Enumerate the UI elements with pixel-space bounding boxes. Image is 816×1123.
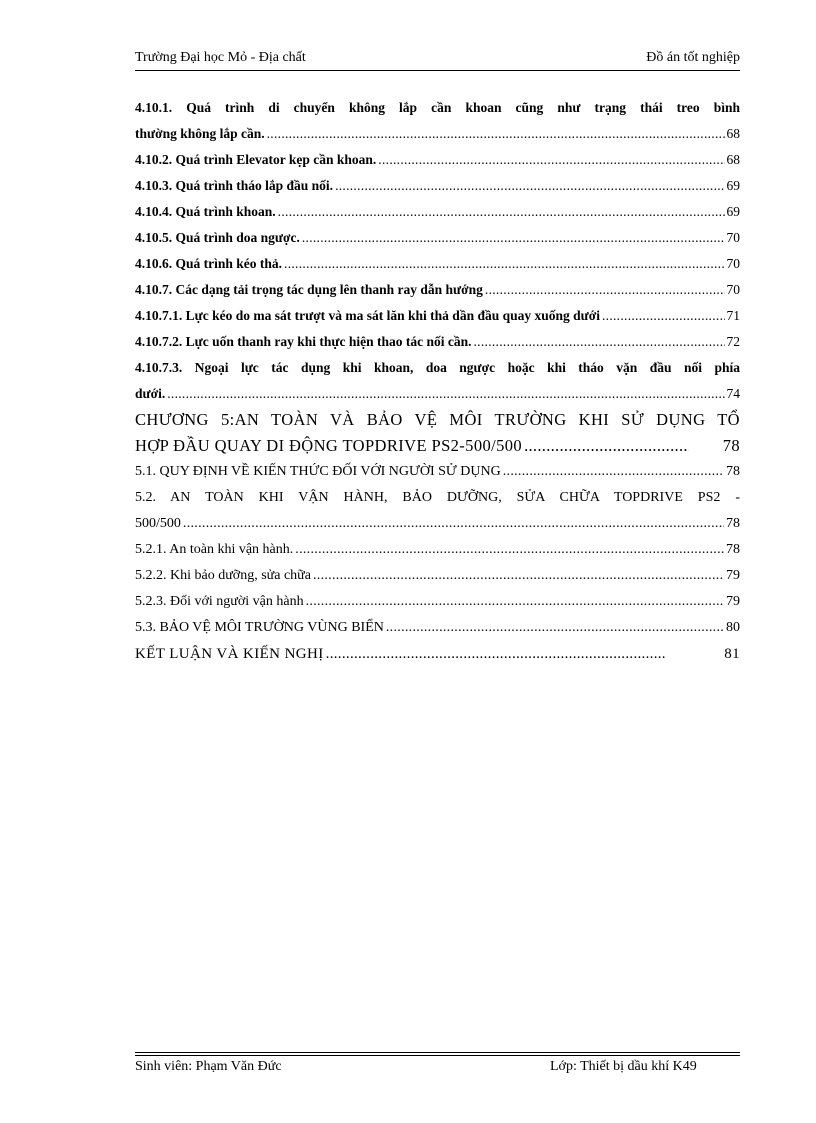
toc-entry-4-10-7[interactable] [135,277,740,303]
toc-entry-text: 4.10.6. Quá trình kéo thả. [135,256,283,271]
toc-section-5-2-1[interactable] [135,537,740,563]
toc-entry-4-10-7-3-line1: 4.10.7.3. Ngoại lực tác dụng khi khoan, doa ngược hoặc khi tháo vặn đầu nối phía [135,360,740,375]
toc-page-number: 70 [726,230,740,245]
toc-entry-4-10-6[interactable] [135,251,740,277]
toc-section-5-2-line1: 5.2. AN TOÀN KHI VẬN HÀNH, BẢO DƯỠNG, SỬA CHỮA TOPDRIVE PS2 - [135,490,740,505]
toc-entry-4-10-3[interactable] [135,173,740,199]
toc-section-5-2[interactable] [135,511,740,537]
page-header [135,50,740,71]
toc-page-number: 71 [726,308,740,323]
toc-page-number: 70 [726,282,740,297]
toc-entry-text: 4.10.3. Quá trình tháo lắp đầu nối. [135,178,334,193]
toc-page-number: 79 [726,568,740,583]
toc-entry-text: 5.1. QUY ĐỊNH VỀ KIẾN THỨC ĐỐI VỚI NGƯỜI SỬ DỤNG [135,464,501,479]
toc-chapter-5[interactable] [135,433,740,459]
toc-page-number: 78 [726,464,740,479]
toc-page-number: 68 [726,126,740,141]
toc-entry-text: 4.10.7.2. Lực uốn thanh ray khi thực hiện thao tác nối cần. [135,334,472,349]
toc-entry-text: 5.2.2. Khi bảo dưỡng, sửa chữa [135,568,311,583]
toc-section-5-3[interactable] [135,615,740,641]
toc-page-number: 79 [726,594,740,609]
toc-section-5-2-3[interactable] [135,589,740,615]
footer-student: Sinh viên: Phạm Văn Đức [135,1059,282,1074]
header-school: Trường Đại học Mỏ - Địa chất [135,50,306,65]
toc-entry-text: 500/500 [135,516,181,531]
toc-page-number: 81 [724,646,740,662]
page-footer [135,1052,740,1082]
toc-entry-text: 5.2.1. An toàn khi vận hành. [135,542,294,557]
toc-entry-text: 4.10.2. Quá trình Elevator kẹp cần khoan. [135,152,377,167]
toc-entry-text: 4.10.5. Quá trình doa ngược. [135,230,300,245]
toc-entry-4-10-1-line1: 4.10.1. Quá trình di chuyển không lắp cần khoan cũng như trạng thái treo bình [135,100,740,115]
toc-page-number: 78 [726,542,740,557]
toc-section-5-1[interactable] [135,459,740,485]
toc-page-number: 68 [726,152,740,167]
toc-entry-4-10-1[interactable] [135,121,740,147]
toc-entry-4-10-7-3[interactable] [135,381,740,407]
toc-page-number: 70 [726,256,740,271]
toc-page-number: 78 [726,516,740,531]
toc-entry-text: 5.3. BẢO VỆ MÔI TRƯỜNG VÙNG BIỂN [135,620,384,635]
footer-class: Lớp: Thiết bị dầu khí K49 [550,1059,697,1074]
table-of-contents [135,95,740,667]
header-doc-type: Đồ án tốt nghiệp [646,50,740,65]
toc-entry-text: 5.2.3. Đối với người vận hành [135,594,304,609]
toc-entry-4-10-2[interactable] [135,147,740,173]
footer-rule [135,1055,740,1056]
toc-page-number: 69 [726,178,740,193]
toc-entry-text: 4.10.7. Các dạng tải trọng tác dụng lên thanh ray dẫn hướng [135,282,483,297]
toc-entry-text: dưới. [135,386,166,401]
toc-entry-text: thường không lắp cần. [135,126,265,141]
toc-page-number: 72 [726,334,740,349]
toc-entry-text: 4.10.7.1. Lực kéo do ma sát trượt và ma sát lăn khi thả dần đầu quay xuống dưới [135,308,600,323]
toc-entry-text: HỢP ĐẦU QUAY DI ĐỘNG TOPDRIVE PS2-500/500 [135,436,523,455]
toc-entry-4-10-4[interactable] [135,199,740,225]
toc-entry-4-10-7-1[interactable] [135,303,740,329]
toc-conclusion[interactable] [135,641,740,667]
toc-page-number: 78 [722,436,740,455]
toc-entry-text: KẾT LUẬN VÀ KIẾN NGHỊ [135,646,324,662]
toc-section-5-2-2[interactable] [135,563,740,589]
toc-page-number: 74 [726,386,740,401]
toc-page-number: 80 [726,620,740,635]
toc-page-number: 69 [726,204,740,219]
toc-entry-4-10-5[interactable] [135,225,740,251]
toc-entry-text: 4.10.4. Quá trình khoan. [135,204,276,219]
toc-entry-4-10-7-2[interactable] [135,329,740,355]
footer-rule [135,1052,740,1053]
toc-chapter-5-line1: CHƯƠNG 5:AN TOÀN VÀ BẢO VỆ MÔI TRƯỜNG KHI SỬ DỤNG TỔ [135,410,740,429]
